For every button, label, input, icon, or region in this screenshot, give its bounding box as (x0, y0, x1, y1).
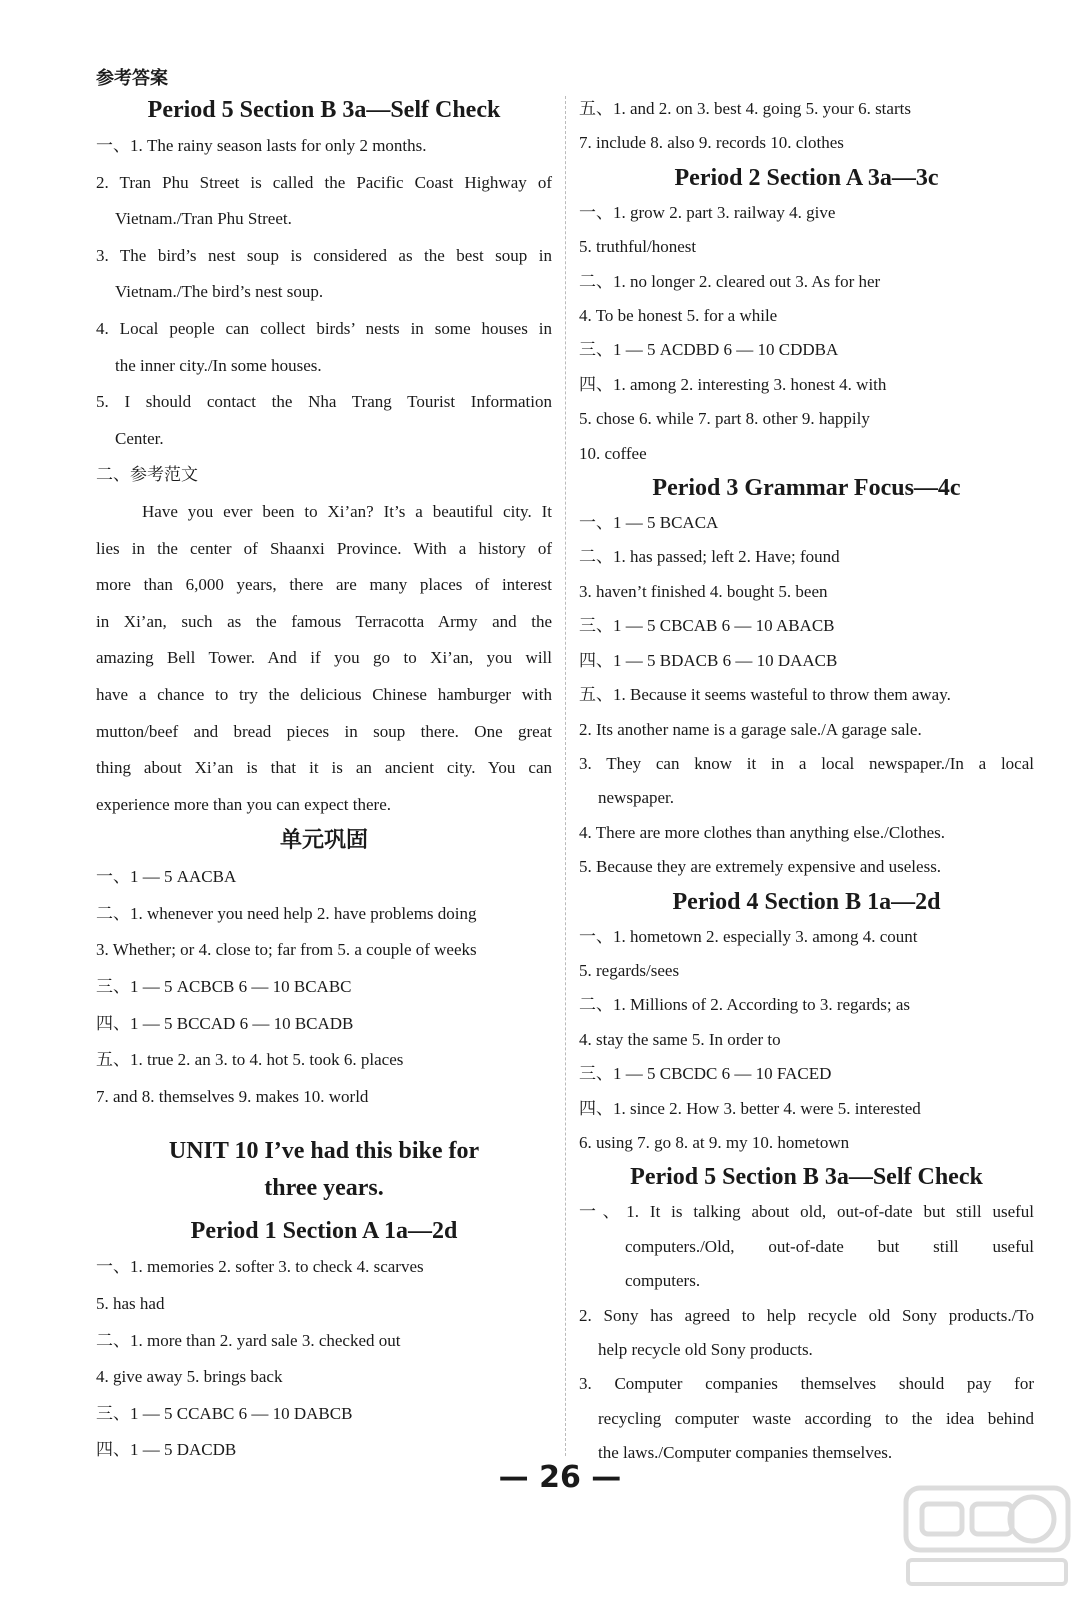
left-lines-1 (96, 92, 552, 1115)
answer-line: 二、1. whenever you need help 2. have problems doing (96, 903, 477, 923)
answer-line: 二、1. has passed; left 2. Have; found (579, 547, 840, 567)
section-heading: Period 5 Section B 3a—Self Check (630, 1164, 983, 1191)
answer-line: 5. chose 6. while 7. part 8. other 9. happily (579, 409, 870, 429)
answer-line: 二、1. no longer 2. cleared out 3. As for her (579, 271, 881, 291)
answer-line: 一、1. hometown 2. especially 3. among 4. count (579, 926, 918, 946)
answer-line: 三、1 — 5 CBCDC 6 — 10 FACED (579, 1064, 832, 1084)
answer-line: 四、1. among 2. interesting 3. honest 4. with (579, 374, 887, 394)
answer-line: 一、1 — 5 AACBA (96, 867, 237, 887)
answer-line: 6. using 7. go 8. at 9. my 10. hometown (579, 1132, 850, 1152)
unit-title-line-2: three years. (264, 1175, 384, 1202)
answer-line: more than 6,000 years, there are many places of interest (96, 575, 552, 595)
answer-line: 4. Local people can collect birds’ nests in some houses in (96, 318, 552, 338)
answer-line: 三、1 — 5 ACDBD 6 — 10 CDDBA (579, 340, 839, 360)
answer-line: 3. The bird’s nest soup is considered as the best soup in (96, 245, 552, 265)
answer-line: 5. regards/sees (579, 960, 680, 980)
answer-line: 二、参考范文 (96, 465, 198, 485)
answer-line: 五、1. and 2. on 3. best 4. going 5. your 6. starts (579, 99, 911, 118)
answer-line: 5. has had (96, 1294, 165, 1314)
column-divider (565, 96, 566, 1456)
answer-line: in Xi’an, such as the famous Terracotta Army and the (96, 611, 552, 631)
answer-line: experience more than you can expect there. (96, 794, 391, 814)
right-lines (579, 92, 1034, 1471)
section-heading: 单元巩固 (279, 828, 368, 854)
answer-line: 一、1. memories 2. softer 3. to check 4. scarves (96, 1257, 424, 1277)
answer-line: help recycle old Sony products. (598, 1340, 813, 1359)
answer-line: the laws./Computer companies themselves. (598, 1443, 893, 1463)
answer-line: 四、1 — 5 BDACB 6 — 10 DAACB (579, 650, 838, 670)
section-tag: 参考答案 (96, 68, 168, 89)
unit-title-line-1: UNIT 10 I’ve had this bike for (168, 1138, 480, 1165)
answer-line: computers. (625, 1271, 701, 1291)
answer-line: newspaper. (598, 788, 675, 808)
answer-line: 三、1 — 5 CBCAB 6 — 10 ABACB (579, 616, 835, 636)
unit-title (96, 1133, 552, 1207)
answer-line: amazing Bell Tower. And if you go to Xi’an, you will (96, 648, 552, 668)
answer-line: 一、1. The rainy season lasts for only 2 months. (96, 136, 427, 155)
answer-line: 5. I should contact the Nha Trang Tourist Information (96, 392, 552, 412)
left-lines-2 (96, 1213, 552, 1469)
answer-line: Vietnam./Tran Phu Street. (115, 209, 292, 229)
answer-line: 四、1 — 5 BCCAD 6 — 10 BCADB (96, 1013, 354, 1033)
answer-line: 3. They can know it in a local newspaper./In a local (579, 753, 1034, 773)
answer-line: Have you ever been to Xi’an? It’s a beautiful city. It (142, 501, 552, 521)
answer-line: 7. and 8. themselves 9. makes 10. world (96, 1086, 369, 1106)
answer-line: 五、1. Because it seems wasteful to throw them away. (579, 685, 951, 705)
answer-line: 五、1. true 2. an 3. to 4. hot 5. took 6. places (96, 1050, 404, 1070)
answer-line: 5. Because they are extremely expensive and useless. (579, 857, 942, 877)
section-heading: Period 5 Section B 3a—Self Check (147, 97, 501, 123)
answer-line: 一、1. It is talking about old, out-of-date but still useful (579, 1202, 1034, 1222)
page-number: — 26 — (498, 1460, 622, 1495)
answer-line: 二、1. Millions of 2. According to 3. regards; as (579, 995, 910, 1015)
answer-line: 四、1 — 5 DACDB (96, 1440, 237, 1460)
section-heading: Period 4 Section B 1a—2d (672, 888, 941, 915)
answer-line: 3. Computer companies themselves should pay for (579, 1374, 1034, 1394)
answer-line: mutton/beef and bread pieces in soup there. One great (96, 721, 552, 741)
answer-line: recycling computer waste according to the idea behind (598, 1408, 1034, 1428)
answer-line: 4. To be honest 5. for a while (579, 306, 778, 326)
answer-line: thing about Xi’an is that it is an ancient city. You can (96, 758, 552, 778)
left-column (96, 92, 552, 1469)
answer-line: 10. coffee (579, 443, 647, 463)
answer-line: have a chance to try the delicious Chinese hamburger with (96, 684, 552, 704)
answer-line: Vietnam./The bird’s nest soup. (115, 282, 324, 302)
answer-line: 2. Sony has agreed to help recycle old Sony products./To (579, 1305, 1034, 1325)
answer-line: computers./Old, out-of-date but still useful (625, 1236, 1034, 1256)
answer-line: 一、1. grow 2. part 3. railway 4. give (579, 202, 836, 222)
right-column (579, 92, 1034, 1471)
answer-line: 4. give away 5. brings back (96, 1367, 283, 1387)
answer-line: 7. include 8. also 9. records 10. clothes (579, 133, 844, 153)
answer-line: 4. There are more clothes than anything else./Clothes. (579, 822, 946, 842)
answer-line: 二、1. more than 2. yard sale 3. checked out (96, 1330, 401, 1350)
answer-line: 2. Its another name is a garage sale./A garage sale. (579, 719, 922, 739)
section-heading: Period 2 Section A 3a—3c (674, 164, 939, 191)
answer-line: 3. haven’t finished 4. bought 5. been (579, 581, 828, 601)
answer-line: lies in the center of Shaanxi Province. With a history of (96, 538, 552, 558)
watermark-logo (902, 1480, 1072, 1590)
answer-line: 5. truthful/honest (579, 237, 697, 257)
section-heading: Period 1 Section A 1a—2d (190, 1218, 458, 1245)
answer-line: 2. Tran Phu Street is called the Pacific Coast Highway of (96, 172, 552, 192)
answer-line: 一、1 — 5 BCACA (579, 513, 719, 533)
section-heading: Period 3 Grammar Focus—4c (652, 475, 961, 502)
answer-line: 4. stay the same 5. In order to (579, 1029, 781, 1049)
answer-line: 三、1 — 5 CCABC 6 — 10 DABCB (96, 1403, 353, 1423)
answer-line: the inner city./In some houses. (115, 355, 322, 375)
answer-line: 四、1. since 2. How 3. better 4. were 5. interested (579, 1098, 921, 1118)
answer-line: 三、1 — 5 ACBCB 6 — 10 BCABC (96, 977, 352, 997)
answer-line: Center. (115, 428, 164, 448)
answer-line: 3. Whether; or 4. close to; far from 5. a couple of weeks (96, 940, 477, 960)
